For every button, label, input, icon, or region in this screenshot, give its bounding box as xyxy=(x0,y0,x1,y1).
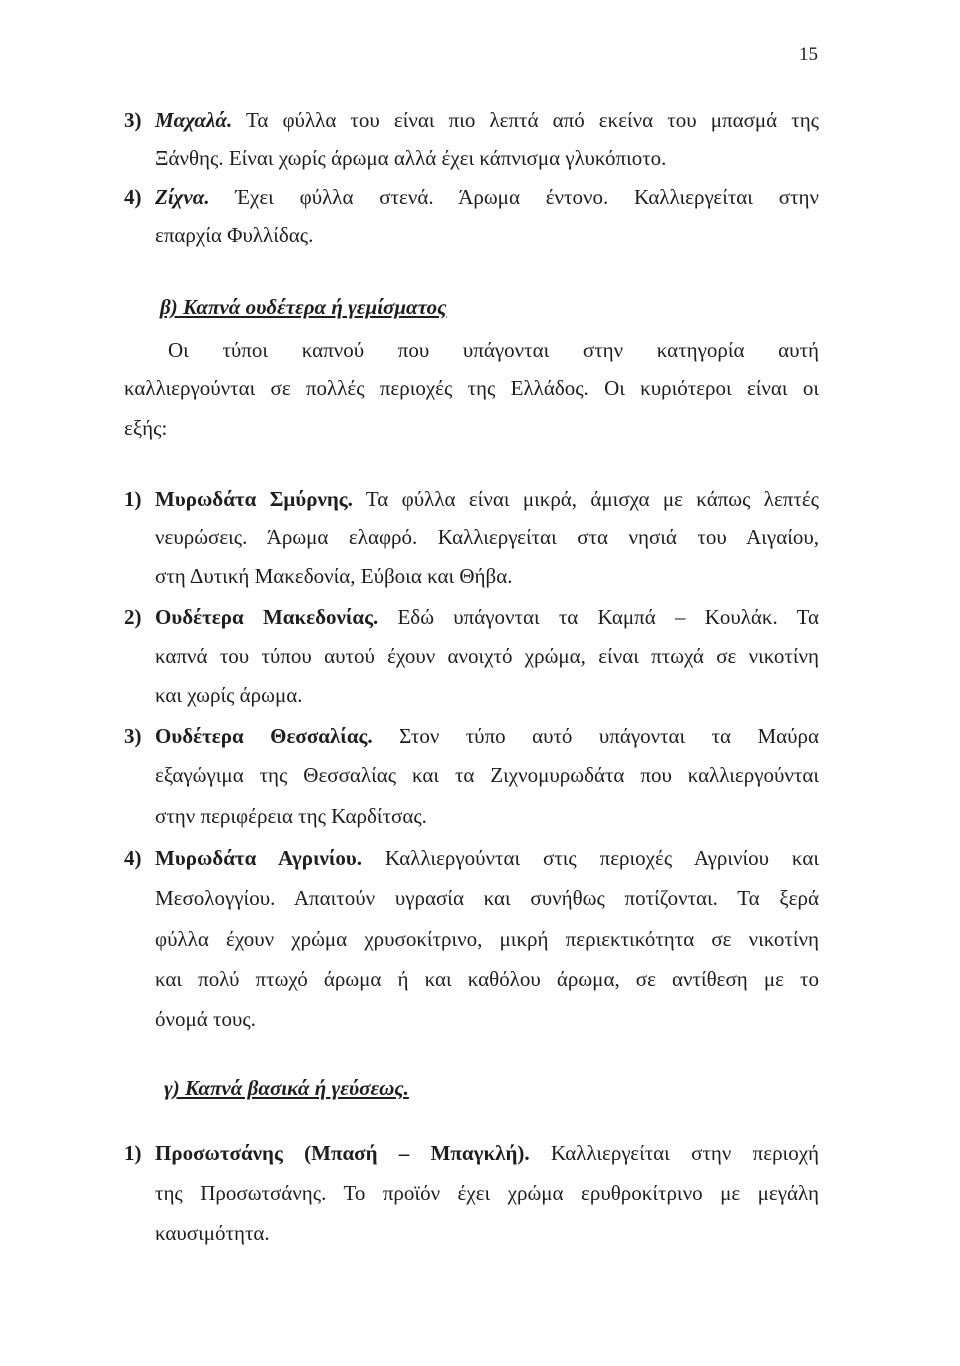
page-number: 15 xyxy=(799,44,818,65)
item-text: Καλλιεργούνται στις περιοχές Αγρινίου και xyxy=(384,846,819,870)
section-b-intro-1: Οι τύποι καπνού που υπάγονται στην κατηγορία αυτή xyxy=(168,338,819,362)
item-number: 3) xyxy=(124,724,142,748)
item-myrodata-smyrnis-line-2: νευρώσεις. Άρωμα ελαφρό. Καλλιεργείται στα νησιά του Αιγαίου, xyxy=(155,525,819,549)
item-text: Τα φύλλα είναι μικρά, άμισχα με κάπως λεπτές xyxy=(365,487,819,511)
item-mahala-line-2: Ξάνθης. Είναι χωρίς άρωμα αλλά έχει κάπνισμα γλυκόπιοτο. xyxy=(155,146,667,170)
item-oudetera-makedonias-line-1 xyxy=(155,602,819,632)
item-term: Μαχαλά. xyxy=(155,108,233,132)
item-prosotsanis-line-3: καυσιμότητα. xyxy=(155,1221,270,1245)
item-term: Μυρωδάτα Αγρινίου. xyxy=(155,846,363,870)
item-number: 3) xyxy=(124,108,142,132)
item-myrodata-agriniou-line-2: Μεσολογγίου. Απαιτούν υγρασία και συνήθως ποτίζονται. Τα ξερά xyxy=(155,886,819,910)
item-number: 1) xyxy=(124,487,142,511)
item-oudetera-thessalias-line-3: στην περιφέρεια της Καρδίτσας. xyxy=(155,804,427,828)
item-term: Μυρωδάτα Σμύρνης. xyxy=(155,487,353,511)
item-term: Προσωτσάνης (Μπασή – Μπαγκλή). xyxy=(155,1141,530,1165)
item-text: Τα φύλλα του είναι πιο λεπτά από εκείνα του μπασμά της xyxy=(245,108,819,132)
item-text: Καλλιεργείται στην περιοχή xyxy=(550,1141,820,1165)
item-myrodata-agriniou-line-3: φύλλα έχουν χρώμα χρυσοκίτρινο, μικρή περιεκτικότητα σε νικοτίνη xyxy=(155,927,819,951)
item-text: Εδώ υπάγονται τα Καμπά – Κουλάκ. Τα xyxy=(397,605,819,629)
item-oudetera-thessalias-line-2: εξαγώγιμα της Θεσσαλίας και τα Ζιχνομυρωδάτα που καλλιεργούνται xyxy=(155,763,819,787)
item-number: 2) xyxy=(124,605,142,629)
item-oudetera-makedonias-line-3: και χωρίς άρωμα. xyxy=(155,683,303,707)
item-zichna-line-2: επαρχία Φυλλίδας. xyxy=(155,223,314,247)
item-myrodata-smyrnis-line-1 xyxy=(155,484,819,514)
item-text: Έχει φύλλα στενά. Άρωμα έντονο. Καλλιεργείται στην xyxy=(235,185,819,209)
item-myrodata-agriniou-line-5: όνομά τους. xyxy=(155,1007,256,1031)
item-myrodata-smyrnis-line-3: στη Δυτική Μακεδονία, Εύβοια και Θήβα. xyxy=(155,564,513,588)
item-zichna-line-1 xyxy=(155,182,819,212)
item-myrodata-agriniou-line-1 xyxy=(155,843,819,873)
item-oudetera-thessalias-line-1 xyxy=(155,721,819,751)
item-number: 1) xyxy=(124,1141,142,1165)
item-term: Ουδέτερα Μακεδονίας. xyxy=(155,605,379,629)
item-prosotsanis-line-2: της Προσωτσάνης. Το προϊόν έχει χρώμα ερυθροκίτρινο με μεγάλη xyxy=(155,1181,819,1205)
item-number: 4) xyxy=(124,185,142,209)
section-b-intro-2: καλλιεργούνται σε πολλές περιοχές της Ελλάδος. Οι κυριότεροι είναι οι xyxy=(124,376,819,400)
item-mahala-line-1 xyxy=(155,105,819,135)
section-b-heading: β) Καπνά ουδέτερα ή γεμίσματος xyxy=(160,295,447,319)
item-term: Ζίχνα. xyxy=(155,185,210,209)
item-term: Ουδέτερα Θεσσαλίας. xyxy=(155,724,373,748)
section-b-intro-3: εξής: xyxy=(124,416,168,440)
item-prosotsanis-line-1 xyxy=(155,1138,819,1168)
item-oudetera-makedonias-line-2: καπνά του τύπου αυτού έχουν ανοιχτό χρώμα, είναι πτωχά σε νικοτίνη xyxy=(155,644,819,668)
item-myrodata-agriniou-line-4: και πολύ πτωχό άρωμα ή και καθόλου άρωμα, σε αντίθεση με το xyxy=(155,967,819,991)
item-number: 4) xyxy=(124,846,142,870)
item-text: Στον τύπο αυτό υπάγονται τα Μαύρα xyxy=(399,724,820,748)
section-c-heading: γ) Καπνά βασικά ή γεύσεως. xyxy=(164,1076,409,1100)
